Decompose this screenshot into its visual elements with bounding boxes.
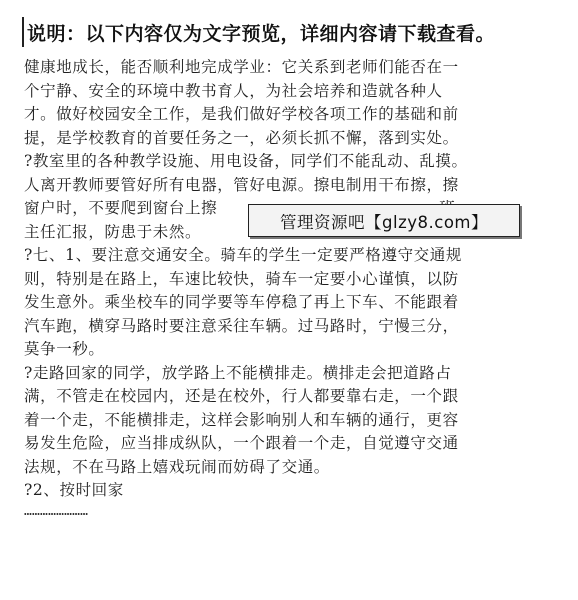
text-line: ?七、1、要注意交通安全。骑车的学生一定要严格遵守交通规 [24, 246, 462, 264]
text-line: 满，不管走在校园内，还是在校外，行人都要靠右走，一个跟 [24, 387, 459, 405]
text-line: 着一个走，不能横排走，这样会影响别人和车辆的通行，更容 [24, 410, 459, 429]
text-line: ?2、按时回家 [24, 481, 124, 499]
text-line: 个宁静、安全的环境中教书育人，为社会培养和造就各种人 [24, 81, 443, 100]
text-line: 则，特别是在路上，车速比较快，骑车一定要小心谨慎，以防 [24, 269, 459, 288]
document-body [24, 56, 554, 526]
preview-notice-text: 说明：以下内容仅为文字预览，详细内容请下载查看。 [27, 22, 496, 45]
text-segment: 窗户时，不要爬到窗台上擦 [24, 199, 218, 217]
text-cursor [22, 17, 24, 47]
text-line: 莫争一秒。 [24, 340, 105, 358]
preview-notice [22, 14, 495, 50]
text-line: 易发生危险，应当排成纵队，一个跟着一个走，自觉遵守交通 [24, 434, 459, 452]
text-line: 提，是学校教育的首要任务之一，必须长抓不懈，落到实处。 [24, 128, 459, 147]
text-line: 才。做好校园安全工作，是我们做好学校各项工作的基础和前 [24, 105, 459, 123]
text-line: 主任汇报，防患于未然。 [24, 222, 202, 241]
ellipsis-line: …………………… [24, 503, 89, 519]
text-line: 人离开教师要管好所有电器，管好电源。擦电制用干布擦，擦 [24, 175, 459, 194]
text-line: ?走路回家的同学，放学路上不能横排走。横排走会把道路占 [24, 363, 452, 382]
text-line: 法规，不在马路上嬉戏玩闹而妨碍了交通。 [24, 457, 330, 476]
text-line: 健康地成长，能否顺利地完成学业：它关系到老师们能否在一 [24, 58, 459, 76]
text-line: 发生意外。乘坐校车的同学要等车停稳了再上下车、不能跟着 [24, 293, 459, 311]
watermark-banner: 管理资源吧【glzy8.com】 [248, 204, 520, 237]
text-line: ?教室里的各种教学设施、用电设备，同学们不能乱动、乱摸。 [24, 152, 468, 170]
text-line: 汽车跑，横穿马路时要注意采往车辆。过马路时，宁慢三分， [24, 316, 459, 335]
